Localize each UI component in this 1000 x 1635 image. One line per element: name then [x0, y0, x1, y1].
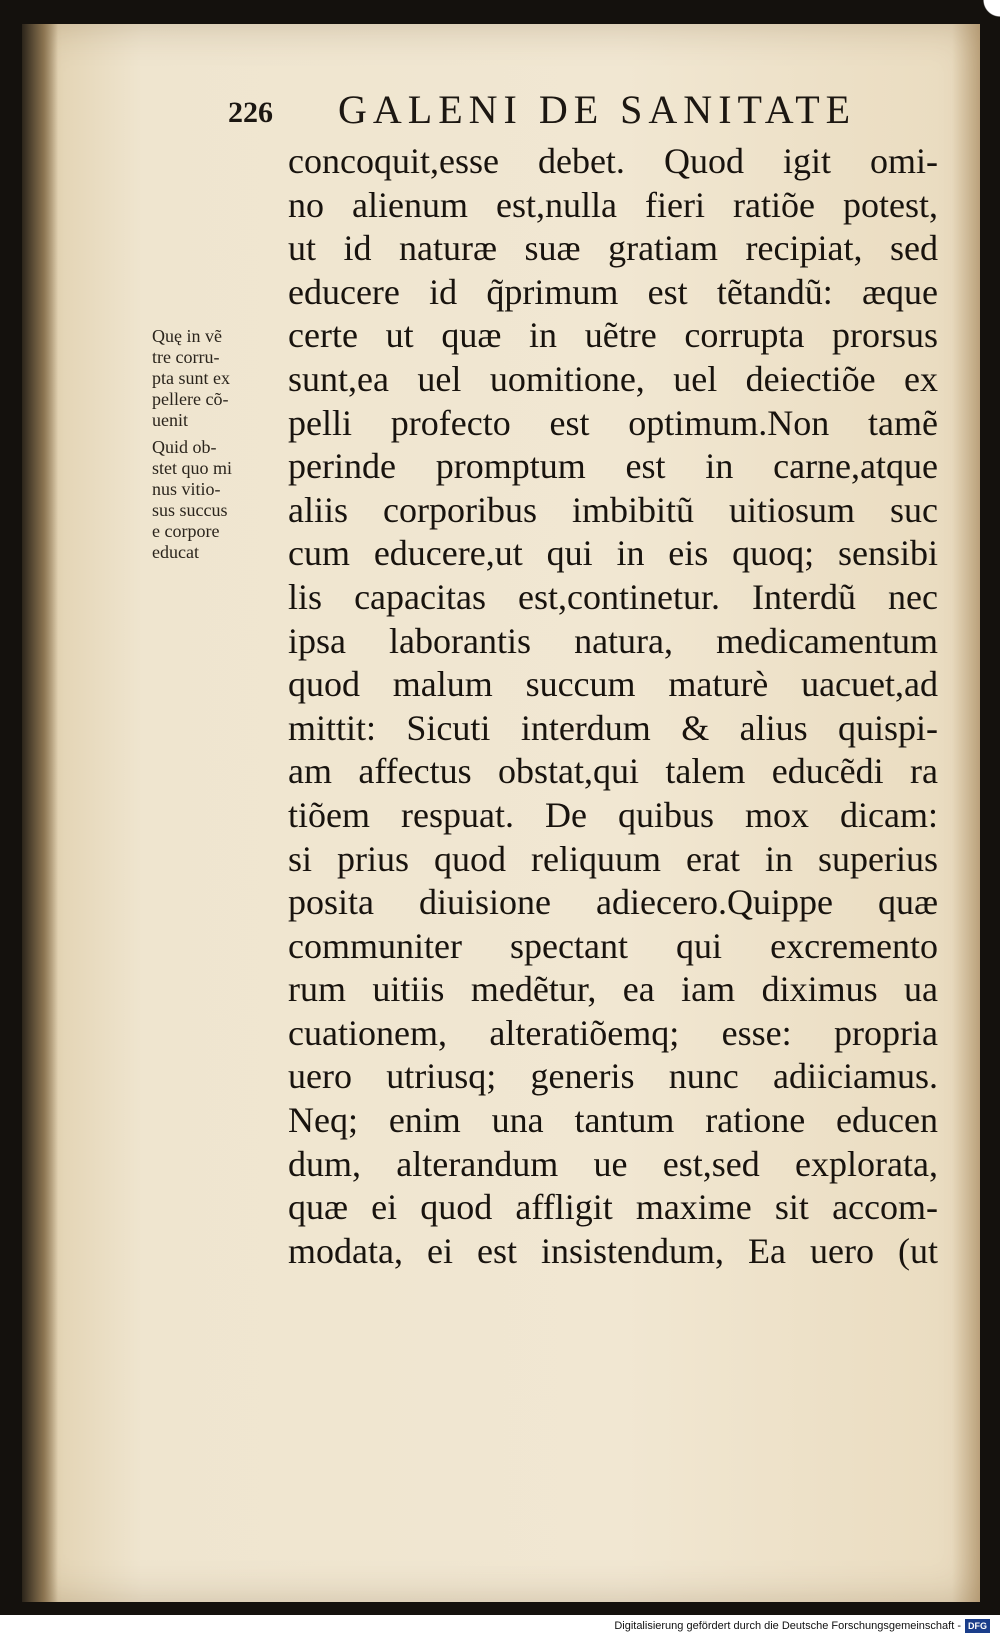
margin-note-line: nus vitio-	[152, 479, 221, 499]
text-line: si prius quod reliquum erat in superius	[288, 838, 938, 879]
text-line: dum, alterandum ue est,sed explorata,	[288, 1143, 938, 1184]
book-gutter	[22, 24, 58, 1602]
text-line: sunt,ea uel uomitione, uel deiectiõe ex	[288, 358, 938, 399]
text-line: concoquit,esse debet. Quod igit omi-	[288, 141, 938, 181]
margin-notes	[152, 326, 282, 563]
body-text	[288, 140, 938, 1273]
running-title: GALENI DE SANITATE	[338, 87, 857, 132]
margin-note-line: Quid ob-	[152, 437, 217, 457]
text-line: lis capacitas est,continetur. Interdũ nec	[288, 576, 938, 617]
margin-note-line: e corpore	[152, 521, 220, 541]
text-line: communiter spectant qui excremento	[288, 925, 938, 966]
margin-note-line: sus succus	[152, 500, 228, 520]
text-line: ut id naturæ suæ gratiam recipiat, sed	[288, 228, 938, 269]
text-line: no alienum est,nulla fieri ratiõe potest,	[288, 184, 938, 225]
margin-note-line: pellere cõ-	[152, 389, 229, 409]
text-line: certe ut quæ in uẽtre corrupta prorsus	[288, 315, 938, 356]
text-line: tiõem respuat. De quibus mox dicam:	[288, 794, 938, 835]
text-line: quod malum succum maturè uacuet,ad	[288, 664, 938, 705]
text-line: perinde promptum est in carne,atque	[288, 446, 938, 487]
text-line: Neq; enim una tantum ratione educen	[288, 1100, 938, 1141]
digitization-footer	[614, 1617, 990, 1635]
running-head	[228, 86, 928, 136]
margin-note-line: uenit	[152, 410, 188, 430]
text-line: modata, ei est insistendum, Ea uero (ut	[288, 1230, 938, 1271]
text-line: uero utriusq; generis nunc adiiciamus.	[288, 1056, 938, 1097]
text-line: educere id q̃primum est tẽtandũ: æque	[288, 271, 938, 312]
margin-note-line: stet quo mi	[152, 458, 232, 478]
text-line: cum educere,ut qui in eis quoq; sensibi	[288, 533, 938, 574]
text-line: aliis corporibus imbibitũ uitiosum suc	[288, 489, 938, 530]
dfg-logo: DFG	[965, 1619, 990, 1633]
text-line: pelli profecto est optimum.Non tamẽ	[288, 402, 938, 443]
footer-credit: Digitalisierung gefördert durch die Deutsche Forschungsgemeinschaft -	[614, 1620, 961, 1632]
text-line: ipsa laborantis natura, medicamentum	[288, 620, 938, 661]
text-line: am affectus obstat,qui talem educẽdi ra	[288, 751, 938, 792]
margin-note-line: educat	[152, 542, 199, 562]
margin-note-line: pta sunt ex	[152, 368, 230, 388]
page-number: 226	[228, 96, 273, 129]
text-line: posita diuisione adiecero.Quippe quæ	[288, 882, 938, 923]
torn-corner	[960, 0, 1000, 40]
margin-note-line: Quę in vẽ	[152, 326, 222, 346]
text-line: mittit: Sicuti interdum & alius quispi-	[288, 707, 938, 748]
text-line: rum uitiis medẽtur, ea iam diximus ua	[288, 969, 938, 1010]
text-line: quæ ei quod affligit maxime sit accom-	[288, 1187, 938, 1228]
margin-note-line: tre corru-	[152, 347, 220, 367]
text-line: cuationem, alteratiõemq; esse: propria	[288, 1012, 938, 1053]
